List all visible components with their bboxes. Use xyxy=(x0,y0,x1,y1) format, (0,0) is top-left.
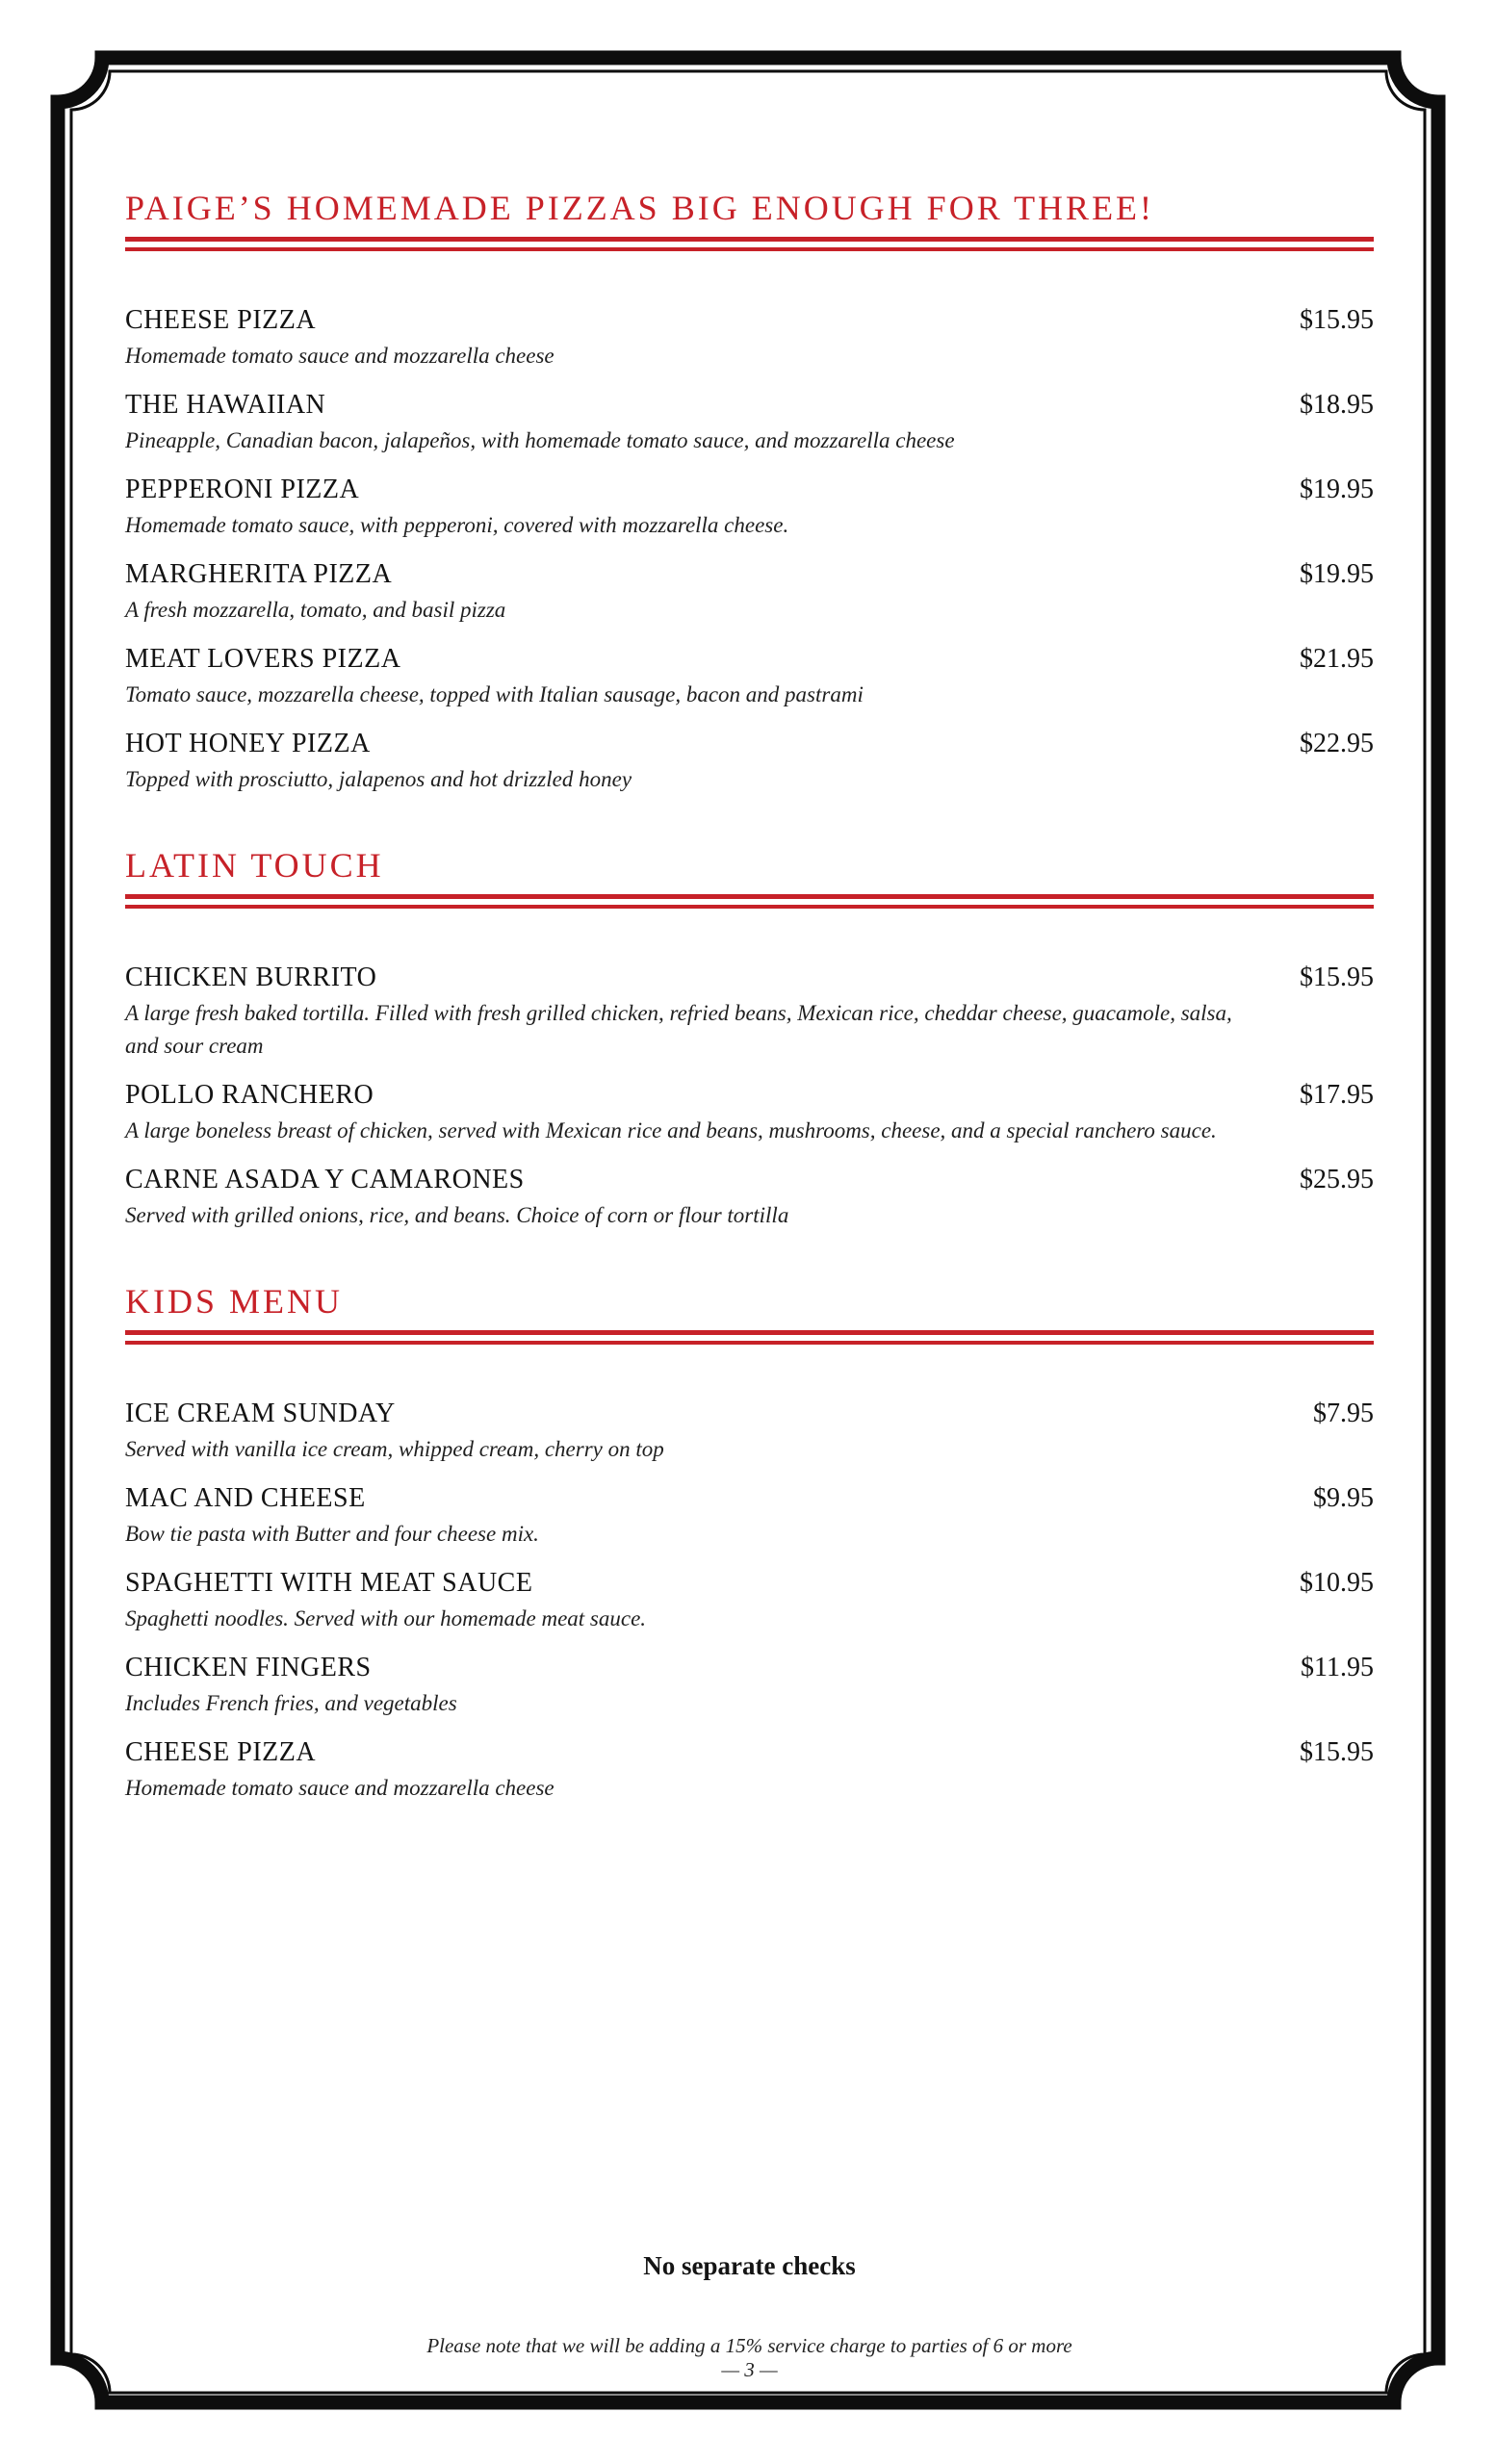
item-price: $7.95 xyxy=(1313,1399,1374,1428)
item-price: $22.95 xyxy=(1300,729,1374,758)
double-red-rule xyxy=(125,894,1374,909)
item-head xyxy=(125,729,1374,759)
item-description: Homemade tomato sauce, with pepperoni, covered with mozzarella cheese. xyxy=(125,513,789,537)
item-price: $10.95 xyxy=(1300,1568,1374,1598)
item-price: $19.95 xyxy=(1300,475,1374,504)
item-description: Tomato sauce, mozzarella cheese, topped with Italian sausage, bacon and pastrami xyxy=(125,682,864,706)
item-price: $9.95 xyxy=(1313,1483,1374,1513)
menu-item xyxy=(125,1399,1374,1466)
item-name: ICE CREAM SUNDAY xyxy=(125,1399,396,1428)
item-description: A large boneless breast of chicken, served with Mexican rice and beans, mushrooms, cheese, and a special ranchero sauce. xyxy=(125,1118,1217,1142)
section-items xyxy=(125,962,1374,1232)
item-head xyxy=(125,390,1374,421)
menu-item xyxy=(125,390,1374,457)
menu-item xyxy=(125,1653,1374,1720)
menu-section xyxy=(125,1284,1374,1805)
item-description: Topped with prosciutto, jalapenos and hot drizzled honey xyxy=(125,767,632,791)
item-description: A large fresh baked tortilla. Filled with fresh grilled chicken, refried beans, Mexican rice, cheddar cheese, guacamole, salsa, and sour cream xyxy=(125,1001,1232,1058)
item-head xyxy=(125,644,1374,675)
item-name: POLLO RANCHERO xyxy=(125,1080,374,1110)
menu-item xyxy=(125,729,1374,796)
item-head xyxy=(125,1080,1374,1111)
item-price: $19.95 xyxy=(1300,559,1374,589)
item-name: HOT HONEY PIZZA xyxy=(125,729,371,758)
menu-sections xyxy=(125,191,1374,1805)
item-head xyxy=(125,1399,1374,1429)
menu-section xyxy=(125,848,1374,1232)
menu-item xyxy=(125,1568,1374,1635)
item-name: CARNE ASADA Y CAMARONES xyxy=(125,1165,525,1194)
menu-item xyxy=(125,1483,1374,1551)
section-items xyxy=(125,1399,1374,1805)
item-description: Bow tie pasta with Butter and four cheese mix. xyxy=(125,1522,539,1546)
item-description: Homemade tomato sauce and mozzarella cheese xyxy=(125,344,555,368)
item-head xyxy=(125,475,1374,505)
item-name: MAC AND CHEESE xyxy=(125,1483,366,1513)
item-price: $15.95 xyxy=(1300,1737,1374,1767)
page-number: — 3 — xyxy=(721,2358,778,2381)
no-separate-checks-note: No separate checks xyxy=(643,2251,856,2280)
item-description: Served with vanilla ice cream, whipped cream, cherry on top xyxy=(125,1437,664,1461)
item-price: $15.95 xyxy=(1300,962,1374,992)
item-head xyxy=(125,559,1374,590)
item-price: $11.95 xyxy=(1301,1653,1374,1682)
item-name: CHEESE PIZZA xyxy=(125,1737,317,1767)
item-description: Spaghetti noodles. Served with our homemade meat sauce. xyxy=(125,1606,647,1630)
item-head xyxy=(125,1483,1374,1514)
item-price: $17.95 xyxy=(1300,1080,1374,1110)
menu-content xyxy=(125,191,1374,1822)
menu-item xyxy=(125,559,1374,627)
item-price: $21.95 xyxy=(1300,644,1374,674)
section-title: PAIGE’S HOMEMADE PIZZAS BIG ENOUGH FOR THREE! xyxy=(125,189,1155,227)
double-red-rule xyxy=(125,237,1374,251)
item-name: CHEESE PIZZA xyxy=(125,305,317,335)
item-price: $25.95 xyxy=(1300,1165,1374,1194)
item-head xyxy=(125,962,1374,993)
menu-item xyxy=(125,962,1374,1063)
section-items xyxy=(125,305,1374,796)
item-description: Homemade tomato sauce and mozzarella cheese xyxy=(125,1776,555,1800)
menu-item xyxy=(125,305,1374,372)
menu-item xyxy=(125,1737,1374,1805)
item-price: $15.95 xyxy=(1300,305,1374,335)
menu-item xyxy=(125,644,1374,711)
item-name: MARGHERITA PIZZA xyxy=(125,559,393,589)
item-name: MEAT LOVERS PIZZA xyxy=(125,644,401,674)
item-description: A fresh mozzarella, tomato, and basil pizza xyxy=(125,598,506,622)
item-name: CHICKEN FINGERS xyxy=(125,1653,372,1682)
item-head xyxy=(125,1165,1374,1195)
item-name: PEPPERONI PIZZA xyxy=(125,475,360,504)
menu-item xyxy=(125,1165,1374,1232)
item-head xyxy=(125,1737,1374,1768)
item-description: Includes French fries, and vegetables xyxy=(125,1691,457,1715)
item-head xyxy=(125,305,1374,336)
item-description: Pineapple, Canadian bacon, jalapeños, with homemade tomato sauce, and mozzarella cheese xyxy=(125,428,955,452)
section-title: LATIN TOUCH xyxy=(125,846,384,885)
service-charge-note: Please note that we will be adding a 15% service charge to parties of 6 or more xyxy=(426,2334,1072,2357)
item-name: SPAGHETTI WITH MEAT SAUCE xyxy=(125,1568,533,1598)
section-title: KIDS MENU xyxy=(125,1282,344,1321)
item-name: THE HAWAIIAN xyxy=(125,390,326,420)
item-head xyxy=(125,1568,1374,1599)
item-head xyxy=(125,1653,1374,1683)
menu-item xyxy=(125,475,1374,542)
double-red-rule xyxy=(125,1330,1374,1345)
item-price: $18.95 xyxy=(1300,390,1374,420)
page-footer xyxy=(125,2251,1374,2381)
item-description: Served with grilled onions, rice, and beans. Choice of corn or flour tortilla xyxy=(125,1203,789,1227)
menu-section xyxy=(125,191,1374,796)
menu-item xyxy=(125,1080,1374,1147)
item-name: CHICKEN BURRITO xyxy=(125,962,377,992)
